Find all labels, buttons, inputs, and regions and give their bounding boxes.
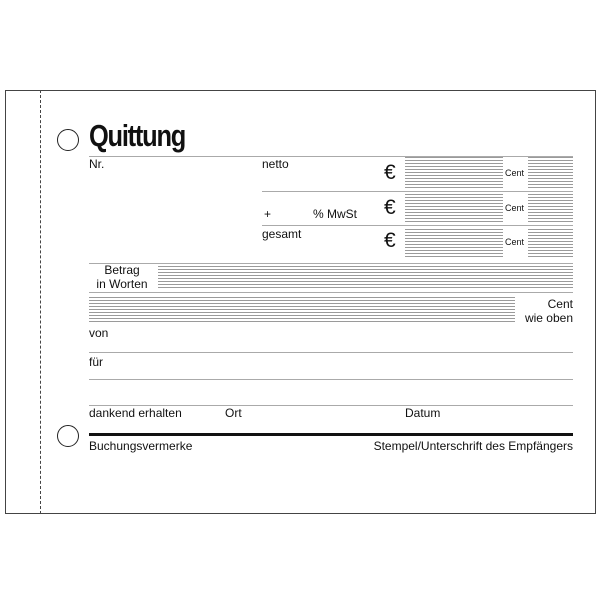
netto-euro-field[interactable] xyxy=(405,157,503,188)
mwst-cent-field[interactable] xyxy=(528,194,573,224)
netto-cent-field[interactable] xyxy=(528,157,573,188)
words-rule xyxy=(89,292,573,293)
punch-hole-bottom xyxy=(57,425,79,447)
fuer-label: für xyxy=(89,355,104,369)
euro-icon: € xyxy=(384,161,396,184)
punch-hole-top xyxy=(57,129,79,151)
row-rule xyxy=(262,191,573,192)
amount-in-words-field[interactable] xyxy=(158,266,573,290)
wie-oben-label: wie oben xyxy=(524,311,573,325)
perforation-line xyxy=(40,90,41,514)
gesamt-cent-label: Cent xyxy=(505,237,525,247)
words-top-rule xyxy=(89,263,573,264)
netto-cent-label: Cent xyxy=(505,168,525,178)
mwst-cent-label: Cent xyxy=(505,203,525,213)
betrag-in-worten-label xyxy=(89,263,155,291)
row-rule xyxy=(262,225,573,226)
dankend-erhalten-label: dankend erhalten xyxy=(89,406,182,420)
mwst-percent-field[interactable] xyxy=(275,205,310,221)
form-title: Quittung xyxy=(89,118,186,153)
gesamt-label: gesamt xyxy=(262,227,302,241)
cent-label: Cent xyxy=(547,297,573,311)
euro-icon: € xyxy=(384,229,396,252)
betrag-label: Betrag xyxy=(104,263,140,277)
von-rule xyxy=(89,352,573,353)
ort-label: Ort xyxy=(225,406,242,420)
buchungsvermerke-label: Buchungsvermerke xyxy=(89,439,193,453)
mwst-euro-field[interactable] xyxy=(405,194,503,224)
mwst-label: % MwSt xyxy=(313,207,358,221)
nr-label: Nr. xyxy=(89,157,105,171)
in-worten-label: in Worten xyxy=(96,277,148,291)
nr-field[interactable] xyxy=(89,157,259,257)
signature-rule xyxy=(89,433,573,436)
euro-icon: € xyxy=(384,196,396,219)
amount-in-words-field-2[interactable] xyxy=(89,297,515,323)
cent-wie-oben-label xyxy=(515,297,573,325)
stempel-unterschrift-label: Stempel/Unterschrift des Empfängers xyxy=(373,439,573,453)
gesamt-cent-field[interactable] xyxy=(528,229,573,259)
mwst-plus-label: + xyxy=(264,207,272,221)
datum-label: Datum xyxy=(405,406,441,420)
gesamt-euro-field[interactable] xyxy=(405,229,503,259)
von-label: von xyxy=(89,326,109,340)
von-field[interactable] xyxy=(115,326,573,352)
fuer-rule xyxy=(89,379,573,380)
netto-label: netto xyxy=(262,157,289,171)
